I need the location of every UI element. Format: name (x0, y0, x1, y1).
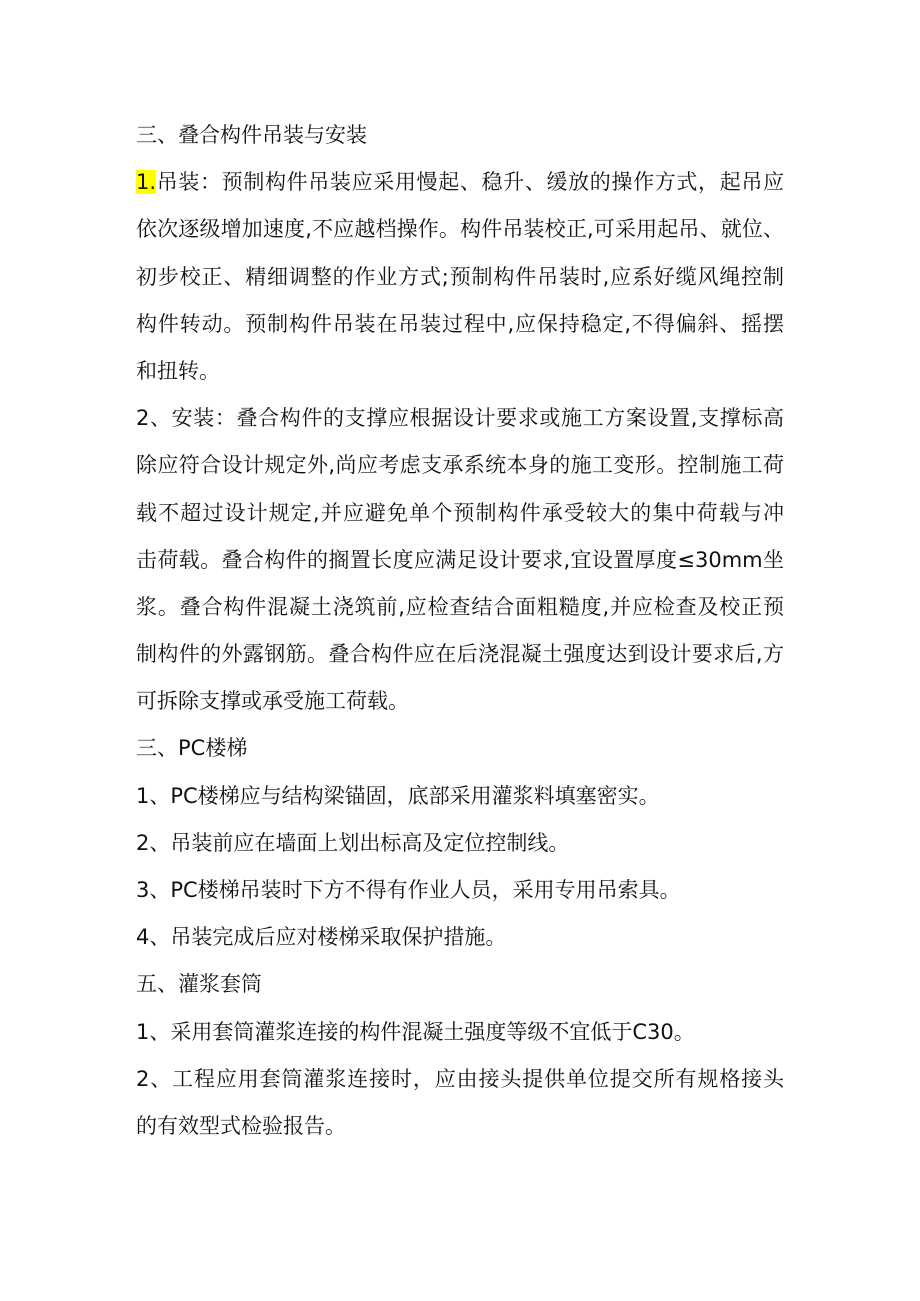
paragraph-line: 击荷载。叠合构件的搁置长度应满足设计要求,宜设置厚度≤30mm坐 (136, 547, 784, 572)
paragraph-line: 依次逐级增加速度,不应越档操作。构件吊装校正,可采用起吊、就位、 (136, 217, 784, 242)
section-heading-pc-stairs: 三、PC楼梯 (136, 736, 248, 761)
paragraph-grout-sleeve (136, 1056, 784, 1150)
pc-stairs-list (136, 773, 784, 962)
paragraph-line: 的有效型式检验报告。 (136, 1113, 346, 1138)
paragraph-line: 和扭转。 (136, 358, 220, 383)
list-item: 1、采用套筒灌浆连接的构件混凝土强度等级不宜低于C30。 (136, 1019, 695, 1044)
paragraph-line: 可拆除支撑或承受施工荷载。 (136, 689, 409, 714)
highlighted-item-number: 1. (136, 170, 157, 195)
paragraph-line: 2、工程应用套筒灌浆连接时，应由接头提供单位提交所有规格接头 (136, 1066, 784, 1091)
list-item: 2、吊装前应在墙面上划出标高及定位控制线。 (136, 830, 570, 855)
paragraph-line: 载不超过设计规定,并应避免单个预制构件承受较大的集中荷载与冲 (136, 500, 784, 525)
section-heading-stacked-members: 三、叠合构件吊装与安装 (136, 123, 367, 147)
paragraph-installation (136, 395, 784, 725)
paragraph-line: 除应符合设计规定外,尚应考虑支承系统本身的施工变形。控制施工荷 (136, 453, 784, 478)
paragraph-line: 构件转动。预制构件吊装在吊装过程中,应保持稳定,不得偏斜、摇摆 (136, 311, 784, 336)
section-heading-grout-sleeve: 五、灌浆套筒 (136, 972, 262, 997)
list-item: 1、PC楼梯应与结构梁锚固，底部采用灌浆料填塞密实。 (136, 783, 660, 808)
paragraph-line: 浆。叠合构件混凝土浇筑前,应检查结合面粗糙度,并应检查及校正预 (136, 594, 784, 619)
paragraph-line: 制构件的外露钢筋。叠合构件应在后浇混凝土强度达到设计要求后,方 (136, 642, 784, 667)
paragraph-hoisting (136, 159, 784, 395)
paragraph-line: 1.吊装：预制构件吊装应采用慢起、稳升、缓放的操作方式，起吊应 (136, 170, 784, 195)
list-item: 4、吊装完成后应对楼梯采取保护措施。 (136, 925, 507, 950)
list-item: 3、PC楼梯吊装时下方不得有作业人员，采用专用吊索具。 (136, 878, 681, 902)
paragraph-line: 初步校正、精细调整的作业方式;预制构件吊装时,应系好缆风绳控制 (136, 264, 784, 289)
document-page (136, 112, 784, 1150)
paragraph-line: 2、安装：叠合构件的支撑应根据设计要求或施工方案设置,支撑标高 (136, 406, 784, 431)
